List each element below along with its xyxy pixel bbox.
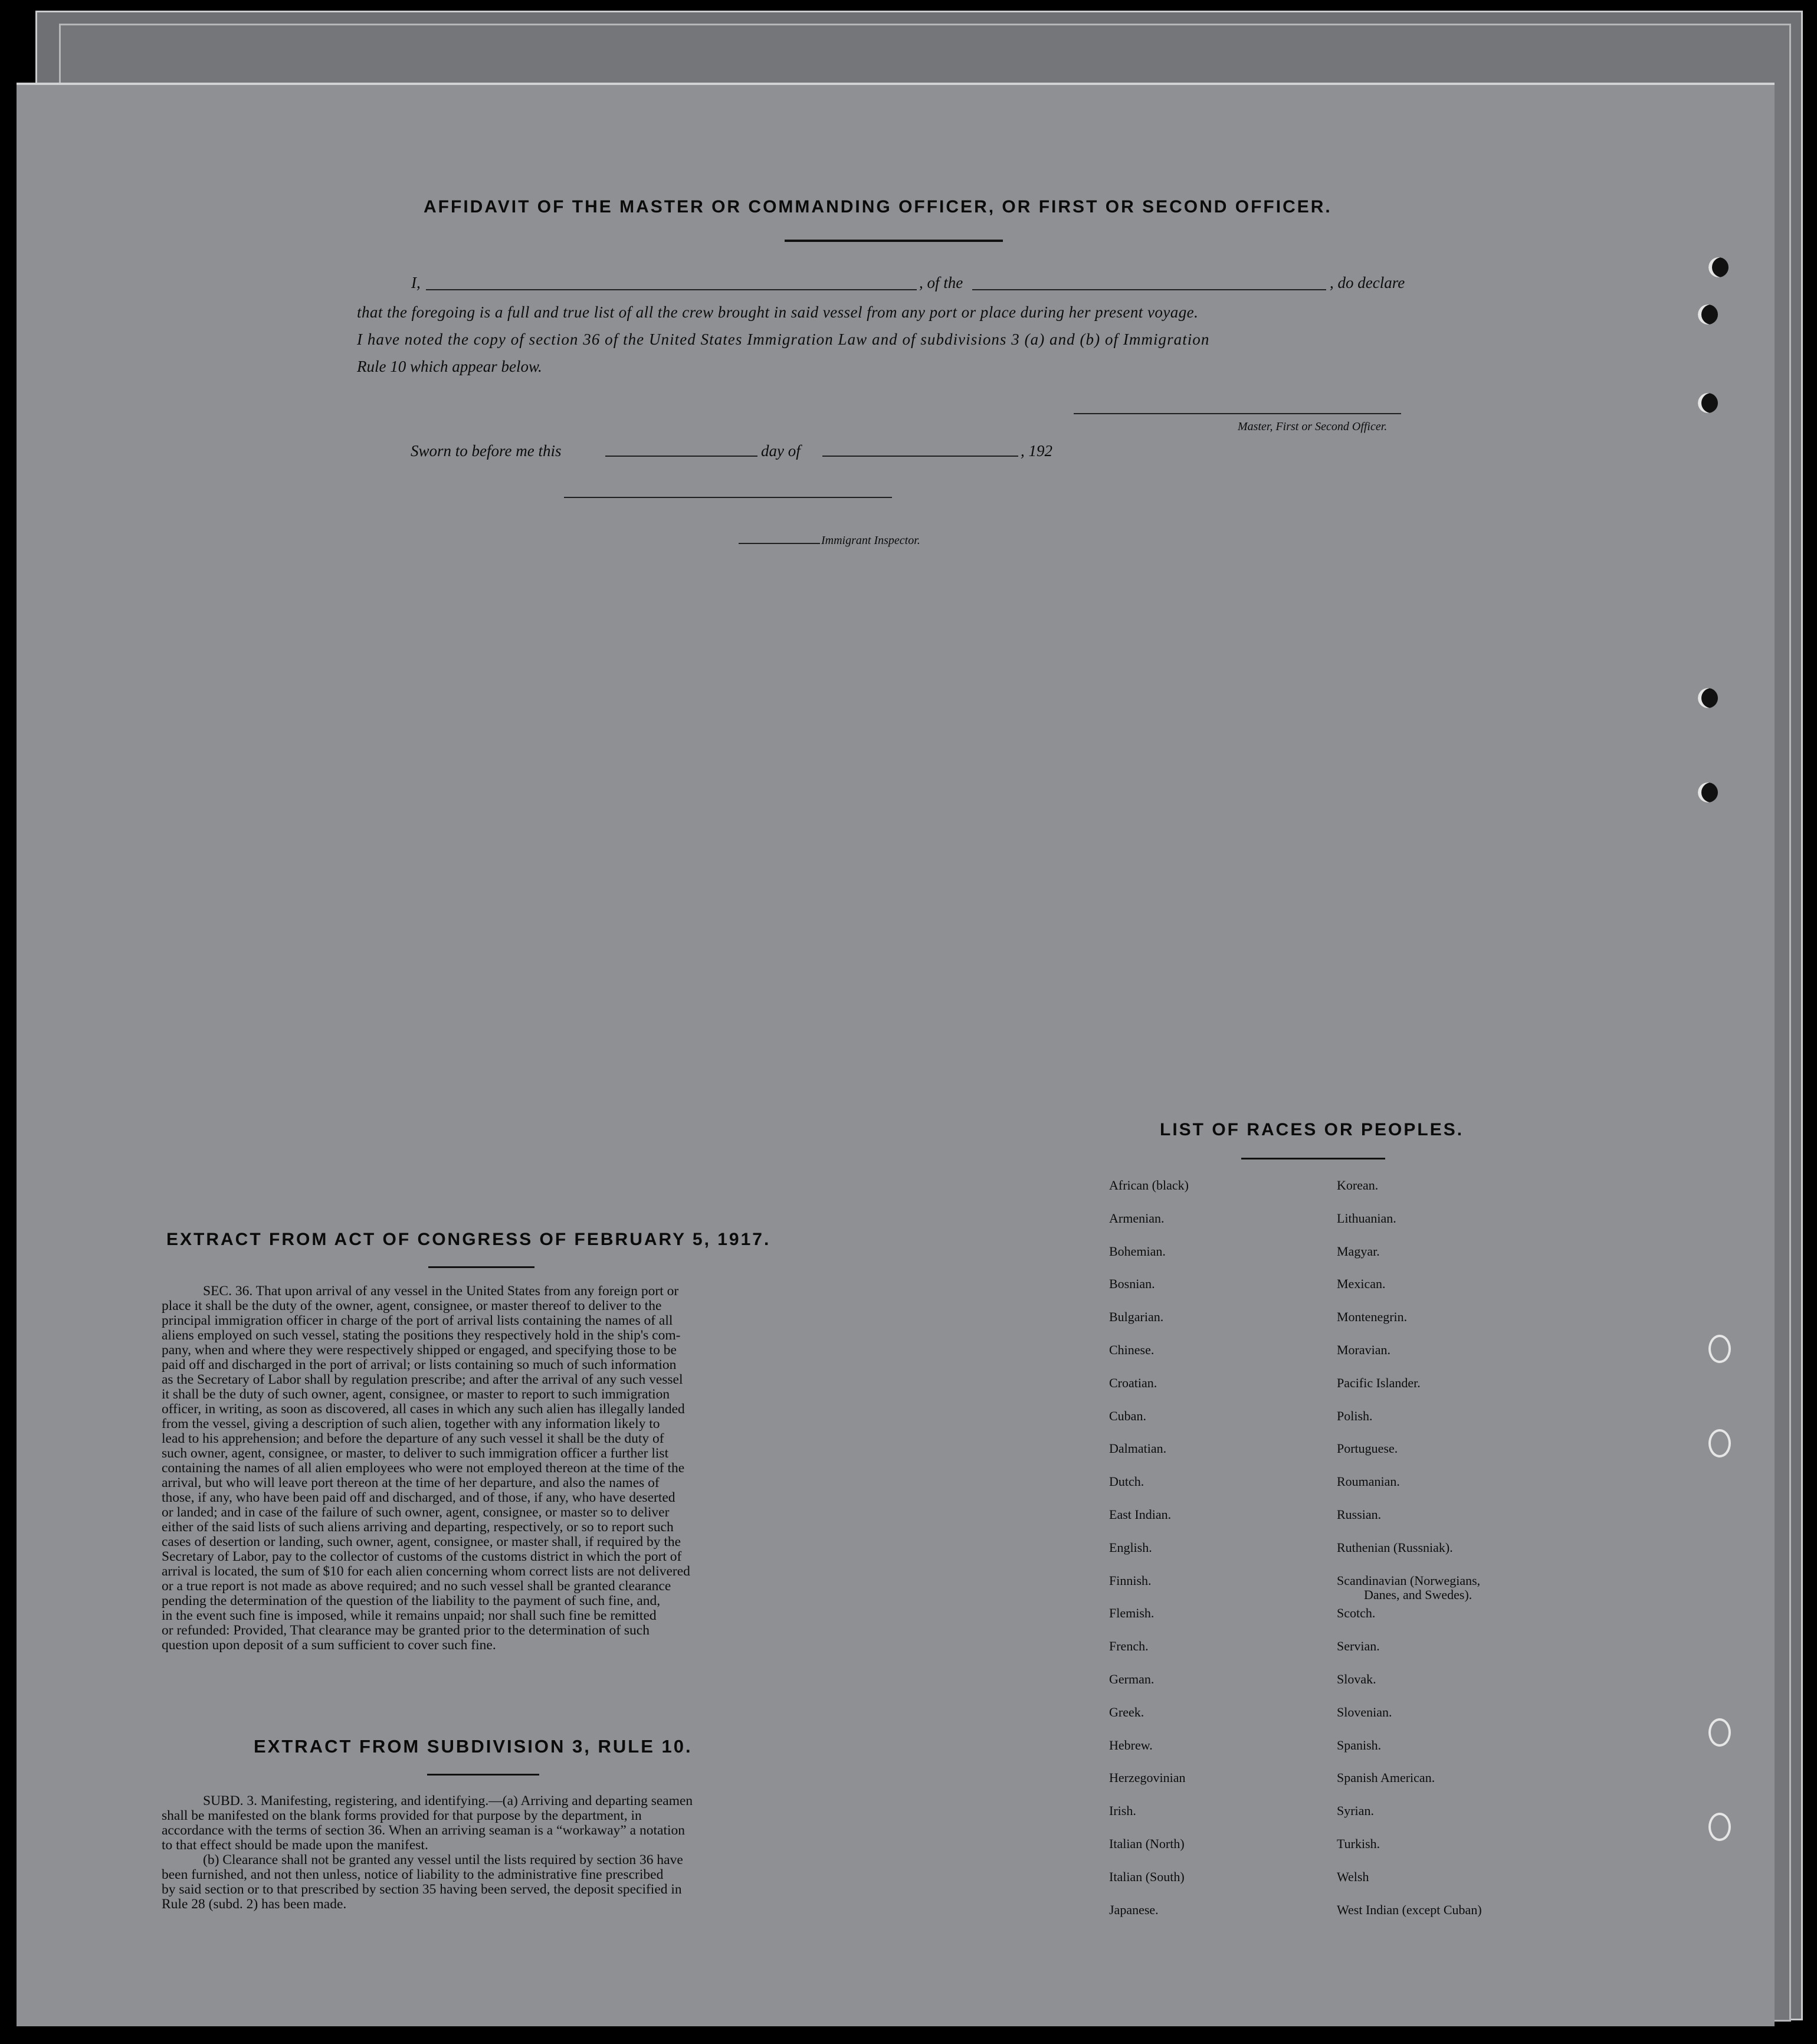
races-title-underline [1241, 1158, 1385, 1159]
rule-text-line: to that effect should be made upon the manifest. [162, 1837, 428, 1853]
race-item: Syrian. [1337, 1803, 1374, 1819]
act-text-line: or landed; and in case of the failure of such owner, agent, consignee, or master so to deliver [162, 1505, 670, 1520]
race-item: French. [1109, 1639, 1149, 1654]
bleed-through-text [264, 510, 273, 526]
act-text-line: or refunded: Provided, That clearance may be granted prior to the determination of such [162, 1623, 650, 1638]
inspector-signature-line[interactable] [564, 497, 892, 498]
race-item: Slovenian. [1337, 1704, 1392, 1719]
race-item: Portuguese. [1337, 1441, 1398, 1456]
act-section-36-text [162, 1284, 690, 1653]
name-field[interactable] [426, 289, 917, 290]
race-item: Montenegrin. [1337, 1309, 1408, 1325]
binder-hole [1698, 782, 1718, 802]
act-text-line: question upon deposit of a sum sufficient to cover such fine. [162, 1637, 496, 1653]
race-item: Japanese. [1109, 1902, 1159, 1917]
declaration-line-4: Rule 10 which appear below. [357, 358, 542, 375]
binder-ring [1708, 1718, 1731, 1747]
race-item: Spanish. [1337, 1737, 1382, 1753]
rule-text-line: SUBD. 3. Manifesting, registering, and identifying.—(a) Arriving and departing seamen [203, 1793, 693, 1809]
race-item: Pacific Islander. [1337, 1375, 1421, 1390]
rule-text-line: accordance with the terms of section 36. When an arriving seaman is a “workaway” a notation [162, 1823, 686, 1838]
act-title-underline [428, 1266, 534, 1268]
race-item: Polish. [1337, 1408, 1373, 1423]
act-text-line: containing the names of all alien employees who were not employed thereon at the time of the [162, 1460, 685, 1476]
act-text-line: officer, in writing, as soon as discovered, all cases in which any such alien has illegally landed [162, 1401, 685, 1417]
binder-ring [1708, 1429, 1731, 1457]
rule-text-line: Rule 28 (subd. 2) has been made. [162, 1896, 347, 1912]
race-item: West Indian (except Cuban) [1337, 1902, 1482, 1917]
race-item: African (black) [1109, 1178, 1189, 1193]
declaration-line-3: I have noted the copy of section 36 of the United States Immigration Law and of subdivisions 3 (a) and (b) of Immigration [357, 330, 1210, 348]
race-item: Magyar. [1337, 1243, 1380, 1259]
race-item: Welsh [1337, 1869, 1369, 1884]
act-text-line: or a true report is not made as above required; and no such vessel shall be granted clearance [162, 1578, 671, 1594]
affidavit-page [17, 83, 1775, 2026]
act-text-line: those, if any, who have been paid off and discharged, and of those, if any, who have deserted [162, 1490, 675, 1505]
rule-text-line: been furnished, and not then unless, notice of liability to the administrative fine prescribed [162, 1867, 664, 1882]
race-item: English. [1109, 1539, 1152, 1555]
race-item: Scandinavian (Norwegians, [1337, 1573, 1481, 1588]
races-title: LIST OF RACES OR PEOPLES. [1160, 1120, 1464, 1139]
rule-text-line: shall be manifested on the blank forms provided for that purpose by the department, in [162, 1808, 642, 1823]
act-text-line: principal immigration officer in charge of the port of arrival lists containing the names of all [162, 1313, 673, 1328]
act-text-line: place it shall be the duty of the owner, agent, consignee, or master thereof to deliver to the [162, 1298, 662, 1313]
act-text-line: from the vessel, giving a description of such alien, together with any information likely to [162, 1416, 660, 1432]
act-text-line: aliens employed on such vessel, stating the positions they respectively hold in the ship's com- [162, 1328, 681, 1343]
race-item: Slovak. [1337, 1672, 1376, 1686]
race-item: Servian. [1337, 1639, 1380, 1654]
act-text-line: paid off and discharged in the port of arrival; or lists containing so much of such information [162, 1357, 677, 1373]
race-item: Dutch. [1109, 1474, 1144, 1489]
race-item: Dalmatian. [1109, 1441, 1167, 1456]
act-text-line: arrival, but who will leave port thereon at the time of her departure, and also the names of [162, 1475, 660, 1491]
binder-hole [1698, 688, 1718, 708]
signature-line[interactable] [1074, 413, 1401, 414]
race-item: Finnish. [1109, 1573, 1152, 1588]
race-item: Cuban. [1109, 1408, 1146, 1423]
rule-title-underline [427, 1774, 539, 1776]
act-text-line: SEC. 36. That upon arrival of any vessel in the United States from any foreign port or [203, 1283, 679, 1299]
race-item-continuation: Danes, and Swedes). [1364, 1587, 1472, 1602]
act-text-line: either of the said lists of such aliens arriving and departing, respectively, or so to report such [162, 1519, 674, 1535]
race-item: Greek. [1109, 1704, 1144, 1719]
race-item: Irish. [1109, 1803, 1136, 1819]
sworn-label: Sworn to before me this [411, 442, 562, 460]
race-item: Bosnian. [1109, 1276, 1155, 1292]
race-item: Lithuanian. [1337, 1210, 1396, 1226]
race-item: Herzegovinian [1109, 1770, 1186, 1786]
act-text-line: lead to his apprehension; and before the departure of any such vessel it shall be the duty of [162, 1431, 664, 1446]
binder-ring [1708, 1813, 1731, 1841]
act-text-line: in the event such fine is imposed, while it remains unpaid; nor shall such fine be remitted [162, 1608, 657, 1623]
inspector-short-line [739, 543, 820, 544]
act-title: EXTRACT FROM ACT OF CONGRESS OF FEBRUARY 5, 1917. [166, 1230, 771, 1249]
race-item: Italian (South) [1109, 1869, 1185, 1884]
binder-hole [1698, 393, 1718, 413]
year-label: , 192 [1021, 442, 1052, 460]
sworn-day-field[interactable] [605, 456, 757, 457]
vessel-field[interactable] [972, 289, 1326, 290]
race-item: Roumanian. [1337, 1474, 1400, 1489]
inspector-caption: Immigrant Inspector. [821, 534, 920, 547]
race-item: Moravian. [1337, 1342, 1391, 1357]
race-item: East Indian. [1109, 1507, 1172, 1522]
binder-hole [1698, 304, 1718, 325]
act-text-line: cases of desertion or landing, such owner, agent, consignee, or master shall, if required by the [162, 1534, 681, 1550]
rule-title: EXTRACT FROM SUBDIVISION 3, RULE 10. [254, 1736, 693, 1757]
race-item: Mexican. [1337, 1276, 1386, 1292]
act-text-line: it shall be the duty of such owner, agent, consignee, or master to report to such immigration [162, 1387, 670, 1402]
signature-caption: Master, First or Second Officer. [1238, 420, 1388, 433]
race-item: Armenian. [1109, 1210, 1165, 1226]
race-item: Korean. [1337, 1178, 1379, 1193]
race-item: Croatian. [1109, 1375, 1157, 1390]
binder-hole [1708, 257, 1729, 277]
race-item: Russian. [1337, 1507, 1382, 1522]
race-item: Bohemian. [1109, 1243, 1166, 1259]
race-item: Scotch. [1337, 1606, 1376, 1621]
declaration-line-2: that the foregoing is a full and true list of all the crew brought in said vessel from any port or place during her present voyage. [357, 303, 1199, 321]
race-item: Hebrew. [1109, 1737, 1153, 1753]
rule-text-line: by said section or to that prescribed by section 35 having been served, the deposit specified in [162, 1882, 682, 1897]
race-item: Turkish. [1337, 1836, 1380, 1851]
race-item: Flemish. [1109, 1606, 1155, 1621]
day-of-label: day of [761, 442, 801, 460]
declaration-i-label: I, [411, 274, 421, 291]
race-item: Chinese. [1109, 1342, 1155, 1357]
race-item: Spanish American. [1337, 1770, 1435, 1786]
affidavit-title: AFFIDAVIT OF THE MASTER OR COMMANDING OFFICER, OR FIRST OR SECOND OFFICER. [424, 197, 1332, 217]
act-text-line: pany, when and where they were respectively shipped or engaged, and specifying those to be [162, 1342, 677, 1358]
binder-ring [1708, 1335, 1731, 1363]
act-text-line: Secretary of Labor, pay to the collector of customs of the customs district in which the port of [162, 1549, 682, 1564]
race-item: Ruthenian (Russniak). [1337, 1539, 1453, 1555]
race-item: Bulgarian. [1109, 1309, 1164, 1325]
act-text-line: arrival is located, the sum of $10 for each alien concerning whom correct lists are not delivered [162, 1564, 690, 1579]
act-text-line: as the Secretary of Labor shall by regulation prescribe; and after the arrival of any such vessel [162, 1372, 683, 1387]
race-item: Italian (North) [1109, 1836, 1185, 1851]
declaration-of-the-label: , of the [919, 274, 963, 291]
sworn-month-field[interactable] [822, 456, 1018, 457]
rule-text-line: (b) Clearance shall not be granted any vessel until the lists required by section 36 have [203, 1852, 683, 1868]
rule-subdivision-3-text [162, 1794, 693, 1912]
act-text-line: such owner, agent, consignee, or master, to deliver to such immigration officer a further list [162, 1446, 669, 1461]
title-underline [785, 240, 1003, 242]
act-text-line: pending the determination of the question of the liability to the payment of such fine, and, [162, 1593, 661, 1609]
declaration-do-declare: , do declare [1330, 274, 1405, 291]
race-item: German. [1109, 1672, 1155, 1686]
